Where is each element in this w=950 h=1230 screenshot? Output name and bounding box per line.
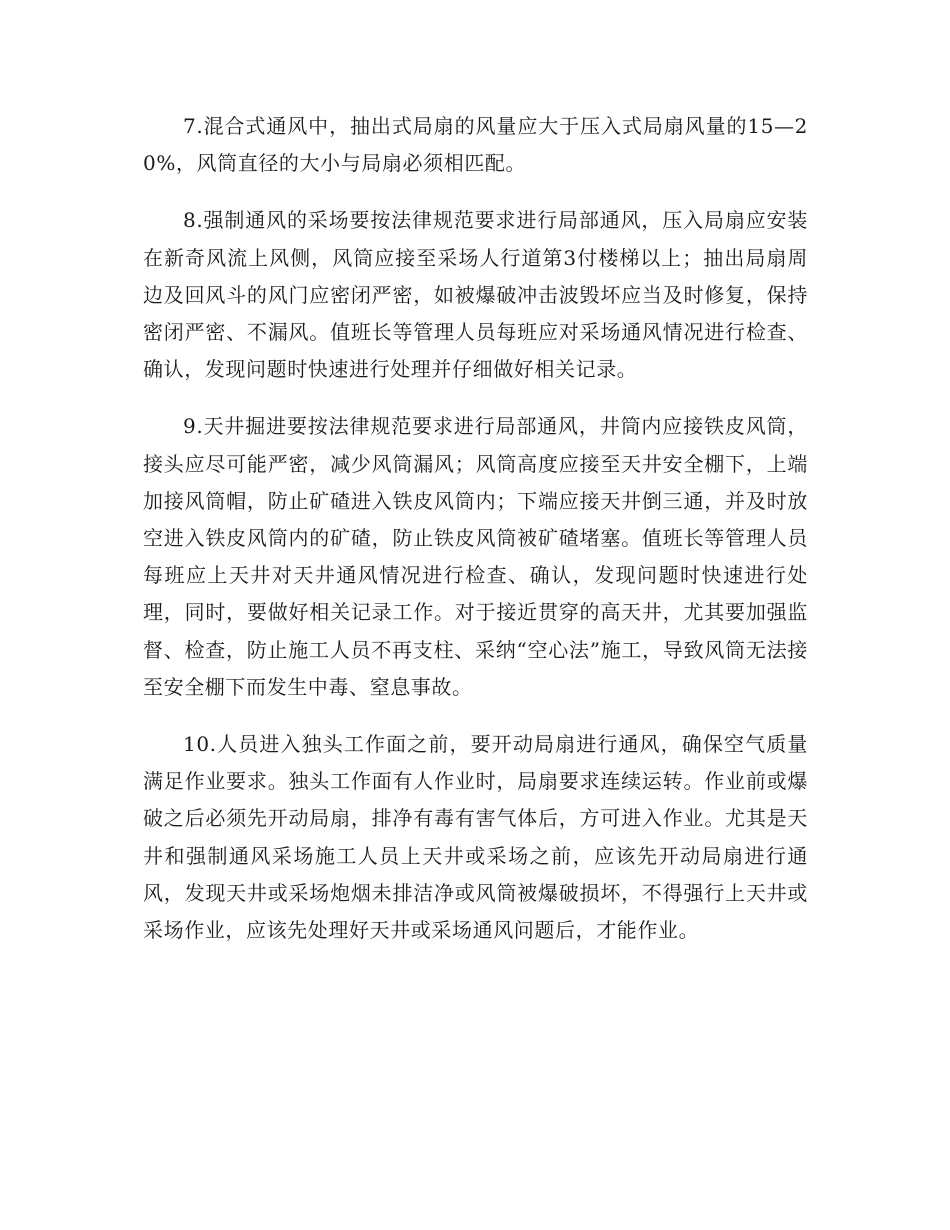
- paragraph-7: 7.混合式通风中，抽出式局扇的风量应大于压入式局扇风量的15—20%，风筒直径的大小与局扇必须相匹配。: [143, 114, 808, 176]
- paragraph-10: 10.人员进入独头工作面之前，要开动局扇进行通风，确保空气质量满足作业要求。独头工作面有人作业时，局扇要求连续运转。作业前或爆破之后必须先开动局扇，排净有毒有害气体后，方可进入作业。尤其是天井和强制通风采场施工人员上天井或采场之前，应该先开动局扇进行通风，发现天井或采场炮烟未排洁净或风筒被爆破损坏，不得强行上天井或采场作业，应该先处理好天井或采场通风问题后，才能作业。: [143, 732, 808, 943]
- paragraph-9: 9.天井掘进要按法律规范要求进行局部通风，井筒内应接铁皮风筒，接头应尽可能严密，减少风筒漏风；风筒高度应接至天井安全棚下，上端加接风筒帽，防止矿碴进入铁皮风筒内；下端应接天井倒三通，并及时放空进入铁皮风筒内的矿碴，防止铁皮风筒被矿碴堵塞。值班长等管理人员每班应上天井对天井通风情况进行检查、确认，发现问题时快速进行处理，同时，要做好相关记录工作。对于接近贯穿的高天井，尤其要加强监督、检查，防止施工人员不再支柱、采纳“空心法”施工，导致风筒无法接至安全棚下而发生中毒、窒息事故。: [143, 414, 808, 699]
- document-body: [143, 108, 808, 969]
- paragraph-8: 8.强制通风的采场要按法律规范要求进行局部通风，压入局扇应安装在新奇风流上风侧，风筒应接至采场人行道第3付楼梯以上；抽出局扇周边及回风斗的风门应密闭严密，如被爆破冲击波毁坏应当及时修复，保持密闭严密、不漏风。值班长等管理人员每班应对采场通风情况进行检查、确认，发现问题时快速进行处理并仔细做好相关记录。: [143, 208, 808, 382]
